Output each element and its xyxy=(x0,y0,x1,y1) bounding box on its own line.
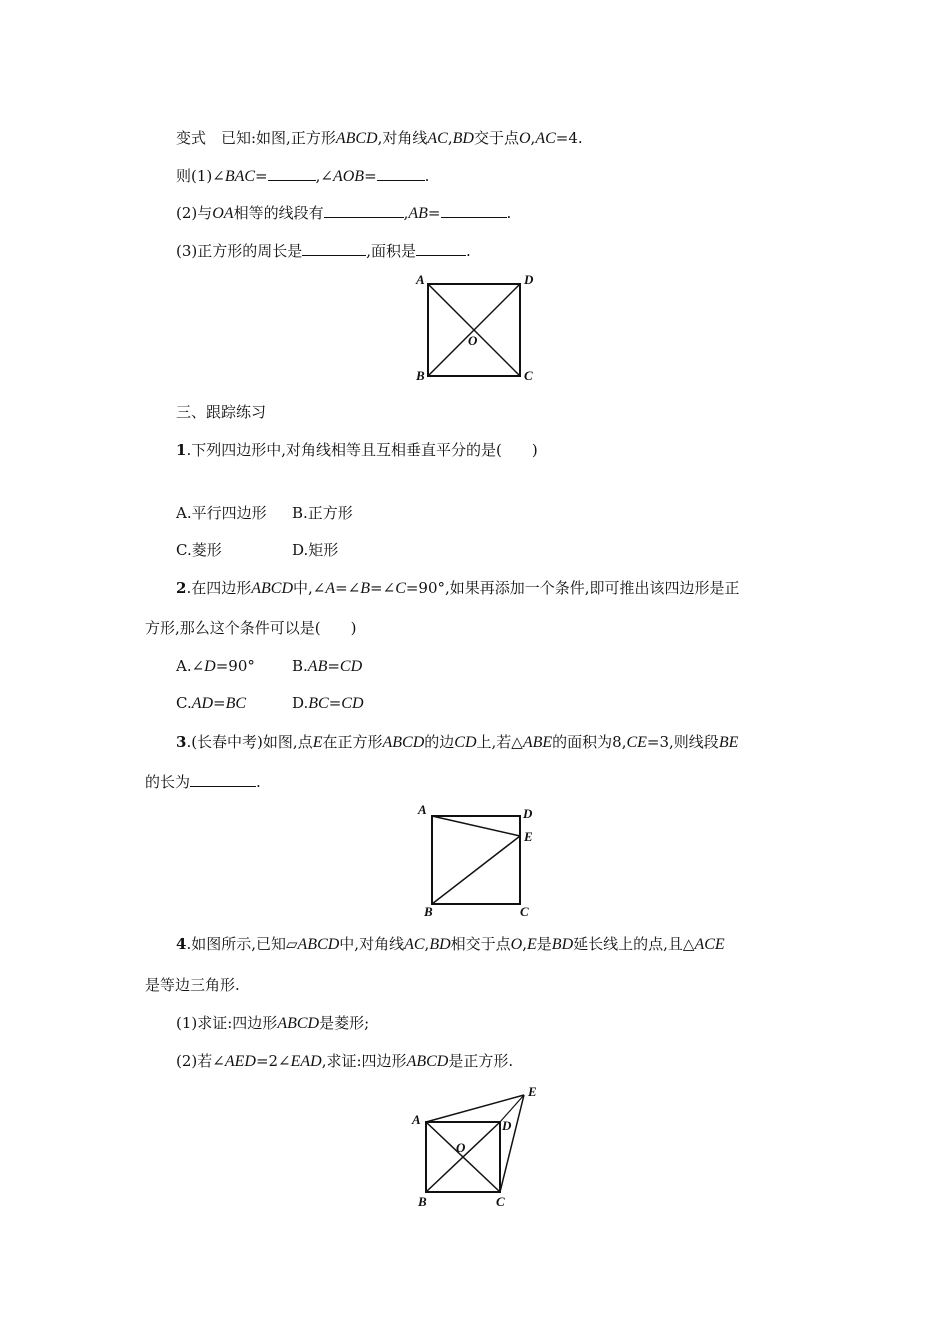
answer-blank[interactable] xyxy=(190,772,256,787)
point-label-d: D xyxy=(502,1118,512,1133)
answer-blank[interactable] xyxy=(302,241,366,256)
question-1: 则(1)∠BAC= ,∠AOB= . xyxy=(176,167,430,185)
option-d[interactable]: D.矩形 xyxy=(292,541,339,559)
answer-blank[interactable] xyxy=(377,166,425,181)
square-outline xyxy=(432,816,520,904)
option-b[interactable]: B.正方形 xyxy=(292,504,353,522)
answer-blank[interactable] xyxy=(416,241,466,256)
option-b[interactable]: B.AB=CD xyxy=(292,657,363,675)
problem-4-line-1: 4.如图所示,已知▱ABCD中,对角线AC,BD相交于点O,E是BD延长线上的点,且△ACE xyxy=(176,935,725,953)
problem-1: 1.下列四边形中,对角线相等且互相垂直平分的是( ) xyxy=(176,441,538,459)
problem-1-options-row-1 xyxy=(176,503,353,523)
point-label-e: E xyxy=(524,829,533,844)
option-d[interactable]: D.BC=CD xyxy=(292,694,364,712)
point-label-c: C xyxy=(496,1194,505,1209)
problem-2-line-1: 2.在四边形ABCD中,∠A=∠B=∠C=90°,如果再添加一个条件,即可推出该四边形是正 xyxy=(176,579,740,597)
segment-ae xyxy=(432,816,520,836)
point-label-o: O xyxy=(468,333,478,348)
point-label-e: E xyxy=(528,1084,537,1099)
section-heading: 三、跟踪练习 xyxy=(176,403,267,421)
problem-4-part-1: (1)求证:四边形ABCD是菱形; xyxy=(176,1014,370,1032)
point-label-a: A xyxy=(412,1112,421,1127)
question-2: (2)与OA相等的线段有 ,AB= . xyxy=(176,204,512,222)
problem-4-part-2: (2)若∠AED=2∠EAD,求证:四边形ABCD是正方形. xyxy=(176,1052,514,1070)
problem-2-options-row-1 xyxy=(176,656,362,677)
option-c[interactable]: C.菱形 xyxy=(176,541,222,559)
square-with-point-e-figure xyxy=(408,798,544,922)
point-label-d: D xyxy=(523,806,533,821)
square-with-equilateral-triangle-figure xyxy=(404,1078,554,1214)
option-a[interactable]: A.∠D=90° xyxy=(176,657,255,675)
problem-1-options-row-2 xyxy=(176,540,338,560)
point-label-b: B xyxy=(418,1194,427,1209)
point-label-b: B xyxy=(424,904,433,919)
point-label-d: D xyxy=(524,272,534,287)
segment-be xyxy=(432,836,520,904)
variant-statement: 变式 已知:如图,正方形ABCD,对角线AC,BD交于点O,AC=4. xyxy=(176,129,583,147)
point-label-b: B xyxy=(416,368,425,383)
question-3: (3)正方形的周长是 ,面积是 . xyxy=(176,242,471,260)
point-label-c: C xyxy=(524,368,533,383)
point-label-c: C xyxy=(520,904,529,919)
problem-2-line-2: 方形,那么这个条件可以是( ) xyxy=(145,619,357,637)
problem-4-line-2: 是等边三角形. xyxy=(145,976,240,994)
point-label-a: A xyxy=(416,272,425,287)
option-c[interactable]: C.AD=BC xyxy=(176,694,247,712)
answer-blank[interactable] xyxy=(324,203,404,218)
option-a[interactable]: A.平行四边形 xyxy=(176,504,267,522)
point-label-o: O xyxy=(456,1140,466,1155)
problem-2-options-row-2 xyxy=(176,693,364,714)
segment-ce xyxy=(500,1095,524,1192)
answer-blank[interactable] xyxy=(268,166,316,181)
problem-3-line-1: 3.(长春中考)如图,点E在正方形ABCD的边CD上,若△ABE的面积为8,CE=3,则线段BE xyxy=(176,733,739,751)
point-label-a: A xyxy=(418,802,427,817)
answer-blank[interactable] xyxy=(441,203,507,218)
problem-3-line-2: 的长为 . xyxy=(145,773,261,791)
square-abcd-figure xyxy=(408,268,540,388)
